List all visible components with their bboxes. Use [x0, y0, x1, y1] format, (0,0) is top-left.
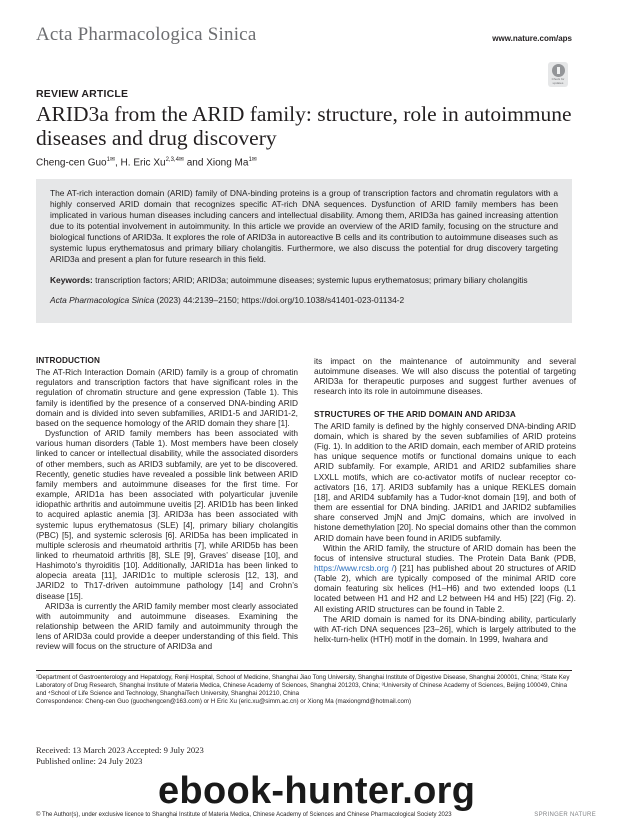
author-separator: and — [183, 157, 207, 169]
author-separator: , — [114, 157, 121, 169]
paragraph-text: ) [21] has published about 20 structures of ARID (Table 2), which are typically composed of the minimal ARID core domain featuring six helices (H1–H6) and two extended loops (L1 located between H1 and H2 and L2 between H4 and H5) [22] (Fig. 2). All existing ARID structures can be found in Table 2. — [314, 562, 576, 614]
copyright-text: © The Author(s), under exclusive licence to Shanghai Institute of Materia Medica, Chinese Academy of Sciences and Chinese Pharmacological Society 2023 — [36, 812, 452, 818]
body-paragraph: its impact on the maintenance of autoimmunity and several autoimmune diseases. We will also discuss the potential of targeting ARID3a for therapeutic purposes and suggest further avenues of research into its role in autoimmune diseases. — [314, 356, 576, 397]
abstract-box — [36, 179, 572, 323]
author-name[interactable]: H. Eric Xu — [120, 157, 166, 169]
article-dates — [36, 745, 204, 766]
footnote-divider — [36, 670, 572, 671]
author-list — [36, 156, 257, 168]
affiliations — [36, 674, 572, 706]
body-paragraph: The ARID domain is named for its DNA-binding ability, particularly with AT-rich DNA sequences [23–26], which is largely attributed to the helix-turn-helix (HTH) motif in the domain. In 1999, Iwahara and — [314, 613, 576, 645]
citation-journal: Acta Pharmacologica Sinica — [50, 295, 155, 305]
author-affiliation-marker: 1✉ — [106, 157, 115, 163]
author-name[interactable]: Xiong Ma — [206, 157, 249, 169]
body-paragraph — [314, 543, 576, 614]
journal-url-link[interactable]: www.nature.com/aps — [492, 34, 572, 43]
citation-line — [50, 295, 558, 306]
left-column — [36, 356, 298, 652]
correspondence-text: Correspondence: Cheng-cen Guo (guochengcen@163.com) or H Eric Xu (eric.xu@simm.ac.cn) or Xiong Ma (maxiongmd@hotmail.com) — [36, 698, 412, 705]
body-paragraph: Dysfunction of ARID family members has been associated with various human disorders (Table 1). Most members have been closely linked to cancer or intellectual disability, while the associated disorders of other members, such as ARID3 subfamily, are yet to be discovered. Recently, genetic studies have revealed a possible link between ARID family members and autoimmune diseases for the first time. For example, ARID1a has been associated with polyarticular juvenile idiopathic arthritis and autoimmune uveitis [2]. ARID1b has been linked to acquired aplastic anemia [3]. ARID3a has been associated with systemic lupus erythematosus (SLE) [4], primary biliary cholangitis (PBC) [5], and systemic sclerosis [6]. ARID5a has been implicated in multiple sclerosis and rheumatoid arthritis [7], while ARID5b has been linked to rheumatoid arthritis [8], SLE [9], Graves’ disease [10], and Hashimoto’s thyroiditis [10]. Additionally, JARID1a has been linked to alopecia areata [11], JARID1c to multiple sclerosis [12, 13], and JARID2 to Th17-driven autoimmune pathology [14] and Crohn’s disease [15]. — [36, 428, 298, 601]
section-heading-introduction: INTRODUCTION — [36, 356, 100, 365]
section-heading-structures: STRUCTURES OF THE ARID DOMAIN AND ARID3A — [314, 409, 516, 419]
keywords-label: Keywords: — [50, 275, 93, 285]
keywords-text: transcription factors; ARID; ARID3a; autoimmune diseases; systemic lupus erythematosus; primary biliary cholangitis — [95, 275, 528, 285]
article-type-label: REVIEW ARTICLE — [36, 88, 129, 100]
article-title: ARID3a from the ARID family: structure, role in autoimmune diseases and drug discovery — [36, 102, 572, 150]
author-name[interactable]: Cheng-cen Guo — [36, 157, 107, 169]
abstract-text: The AT-rich interaction domain (ARID) family of DNA-binding proteins is a group of transcription factors and chromatin regulators with a highly conserved ARID domain that recognizes specific AT-rich DNA sequences. Dysfunction of ARID family members has been implicated in various human diseases including cancers and intellectual disability. Among them, ARID3a has gained increasing attention due to its potential involvement in autoimmunity. In this article we provide an overview of the ARID family, focusing on the structure and biological functions of ARID3a. It explores the role of ARID3a in autoreactive B cells and its contribution to autoimmune diseases such as systemic lupus erythematosus and primary biliary cholangitis. Furthermore, we also discuss the potential for drug discovery targeting ARID3a and present a plan for future research in this field. — [50, 188, 558, 264]
pdb-link[interactable]: https://www.rcsb.org / — [314, 562, 394, 573]
received-accepted-date: Received: 13 March 2023 Accepted: 9 July 2023 — [36, 745, 204, 755]
citation-doi[interactable]: (2023) 44:2139–2150; https://doi.org/10.1038/s41401-023-01134-2 — [154, 295, 405, 305]
affiliation-text: ¹Department of Gastroenterology and Hepatology, Renji Hospital, School of Medicine, Shanghai Jiao Tong University, Shanghai Institute of Digestive Disease, Shanghai 200001, China; ²State Key Laboratory of Drug Research, Shanghai Institute of Materia Medica, Chinese Academy of Sciences, Shanghai 201203, China; ³University of Chinese Academy of Sciences, Beijing 100049, China and ⁴School of Life Science and Technology, ShanghaiTech University, Shanghai 201210, China — [36, 674, 570, 697]
publisher-logo: SPRINGER NATURE — [534, 812, 596, 818]
author-affiliation-marker: 1✉ — [248, 157, 257, 163]
check-for-updates-badge[interactable] — [548, 62, 568, 87]
check-for-updates-icon — [552, 64, 565, 77]
journal-name: Acta Pharmacologica Sinica — [36, 24, 257, 45]
body-paragraph: The AT-Rich Interaction Domain (ARID) family is a group of chromatin regulators and transcription factors that have significant roles in the regulation of chromatin structure and gene expression (Table 1). This family is identified by the presence of a conserved DNA-binding ARID domain and is divided into seven subfamilies, ARID1-5 and JARID1-2, based on the sequence homology of the ARID domain they share [1]. — [36, 367, 298, 428]
keywords-line — [50, 275, 558, 286]
watermark-text: ebook-hunter.org — [158, 770, 476, 812]
body-paragraph: ARID3a is currently the ARID family member most clearly associated with autoimmunity and autoimmune diseases. Examining the relationship between the ARID family and autoimmunity through the lens of ARID3a could provide a deeper understanding of this field. This review will focus on the structure of ARID3a and — [36, 600, 298, 652]
author-affiliation-marker: 2,3,4✉ — [165, 157, 184, 163]
right-column — [314, 356, 576, 644]
check-for-updates-label: Check for updates — [551, 77, 565, 85]
paragraph-text: Within the ARID family, the structure of ARID domain has been the focus of intensive structural studies. The Protein Data Bank (PDB, — [314, 542, 576, 563]
published-date: Published online: 24 July 2023 — [36, 755, 143, 766]
body-paragraph: The ARID family is defined by the highly conserved DNA-binding ARID domain, which is shared by the seven subfamilies of ARID proteins (Fig. 1). In addition to the ARID domain, each member of ARID proteins has unique sequence motifs or functional domains unique to each ARID subfamily. For example, ARID1 and ARID2 subfamilies share LXXLL motifs, which are co-activator motifs of nuclear receptor co-activators [16, 17]. ARID3 subfamily has a unique REKLES domain [18], and ARID4 subfamily has a Tudor-knot domain [19], and both of them are essential for DNA binding. JARID1 and JARID2 subfamilies share conserved JmjN and JmjC domains, which are involved in histone demethylation [20]. No special domains other than the common ARID domain have been found in ARID5 subfamily. — [314, 420, 576, 543]
